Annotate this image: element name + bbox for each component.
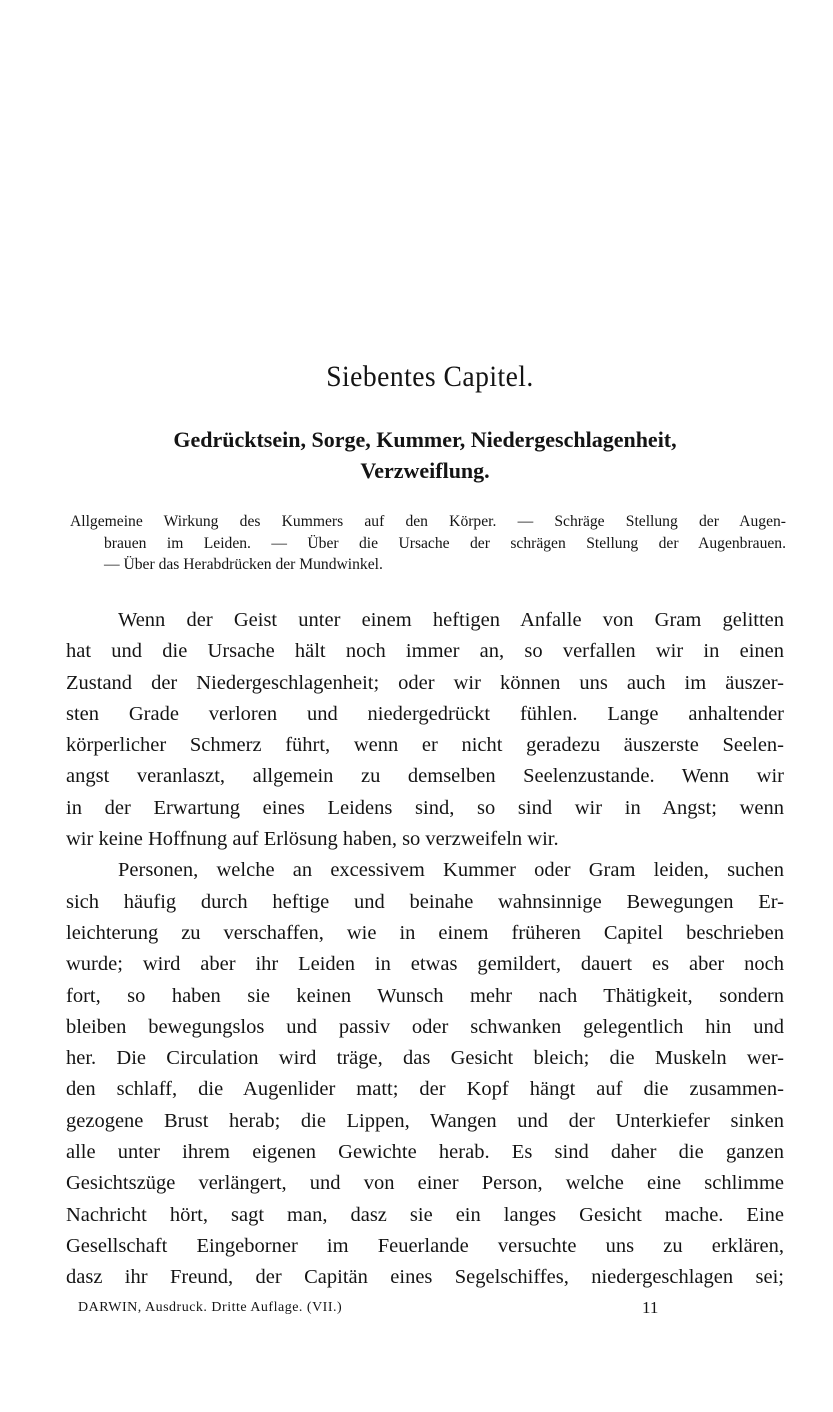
text-line: fort, so haben sie keinen Wunsch mehr nach Thätigkeit, sondern	[66, 984, 784, 1007]
text-line: Personen, welche an excessivem Kummer oder Gram leiden, suchen	[118, 859, 784, 882]
chapter-subtitle	[66, 424, 784, 486]
text-line: Gesichtszüge verlängert, und von einer Person, welche eine schlimme	[66, 1172, 784, 1195]
text-line: her. Die Circulation wird träge, das Gesicht bleich; die Muskeln wer-	[66, 1047, 784, 1070]
signature-mark: DARWIN, Ausdruck. Dritte Auflage. (VII.)	[78, 1300, 343, 1315]
summary-line: Allgemeine Wirkung des Kummers auf den Körper. — Schräge Stellung der Augen-	[70, 513, 786, 530]
page-footer	[78, 1300, 698, 1316]
text-line: alle unter ihrem eigenen Gewichte herab. Es sind daher die ganzen	[66, 1141, 784, 1164]
summary-line: brauen im Leiden. — Über die Ursache der schrägen Stellung der Augenbrauen.	[104, 534, 786, 552]
text-line: dasz ihr Freund, der Capitän eines Segelschiffes, niedergeschlagen sei;	[66, 1266, 784, 1289]
text-line: Wenn der Geist unter einem heftigen Anfalle von Gram gelitten	[118, 609, 784, 631]
subtitle-line: Verzweiflung.	[360, 458, 490, 483]
page-number: 11	[642, 1298, 659, 1317]
text-line: den schlaff, die Augenlider matt; der Kopf hängt auf die zusammen-	[66, 1078, 784, 1101]
chapter-summary	[70, 511, 786, 576]
text-line: gezogene Brust herab; die Lippen, Wangen und der Unterkiefer sinken	[66, 1109, 784, 1132]
text-line: sten Grade verloren und niedergedrückt fühlen. Lange anhaltender	[66, 702, 784, 725]
text-line: körperlicher Schmerz führt, wenn er nicht geradezu äuszerste Seelen-	[66, 734, 784, 757]
text-line: leichterung zu verschaffen, wie in einem früheren Capitel beschrieben	[66, 921, 784, 944]
text-line: in der Erwartung eines Leidens sind, so sind wir in Angst; wenn	[66, 796, 784, 819]
text-line: angst veranlaszt, allgemein zu demselben Seelenzustande. Wenn wir	[66, 765, 784, 788]
text-line: Nachricht hört, sagt man, dasz sie ein langes Gesicht mache. Eine	[66, 1203, 784, 1226]
text-line: Zustand der Niedergeschlagenheit; oder wir können uns auch im äuszer-	[66, 671, 784, 694]
text-line: Gesellschaft Eingeborner im Feuerlande versuchte uns zu erklären,	[66, 1234, 784, 1257]
chapter-title: Siebentes Capitel.	[326, 360, 534, 393]
text-line: hat und die Ursache hält noch immer an, so verfallen wir in einen	[66, 640, 784, 663]
body-text	[66, 605, 784, 1294]
subtitle-line: Gedrücktsein, Sorge, Kummer, Niedergeschlagenheit,	[173, 427, 677, 452]
text-line: wir keine Hoffnung auf Erlösung haben, so verzweifeln wir.	[66, 828, 559, 851]
text-line: wurde; wird aber ihr Leiden in etwas gemildert, dauert es aber noch	[66, 953, 784, 976]
summary-line: — Über das Herabdrücken der Mundwinkel.	[104, 556, 383, 573]
text-line: bleiben bewegungslos und passiv oder schwanken gelegentlich hin und	[66, 1015, 784, 1038]
text-line: sich häufig durch heftige und beinahe wahnsinnige Bewegungen Er-	[66, 890, 784, 913]
